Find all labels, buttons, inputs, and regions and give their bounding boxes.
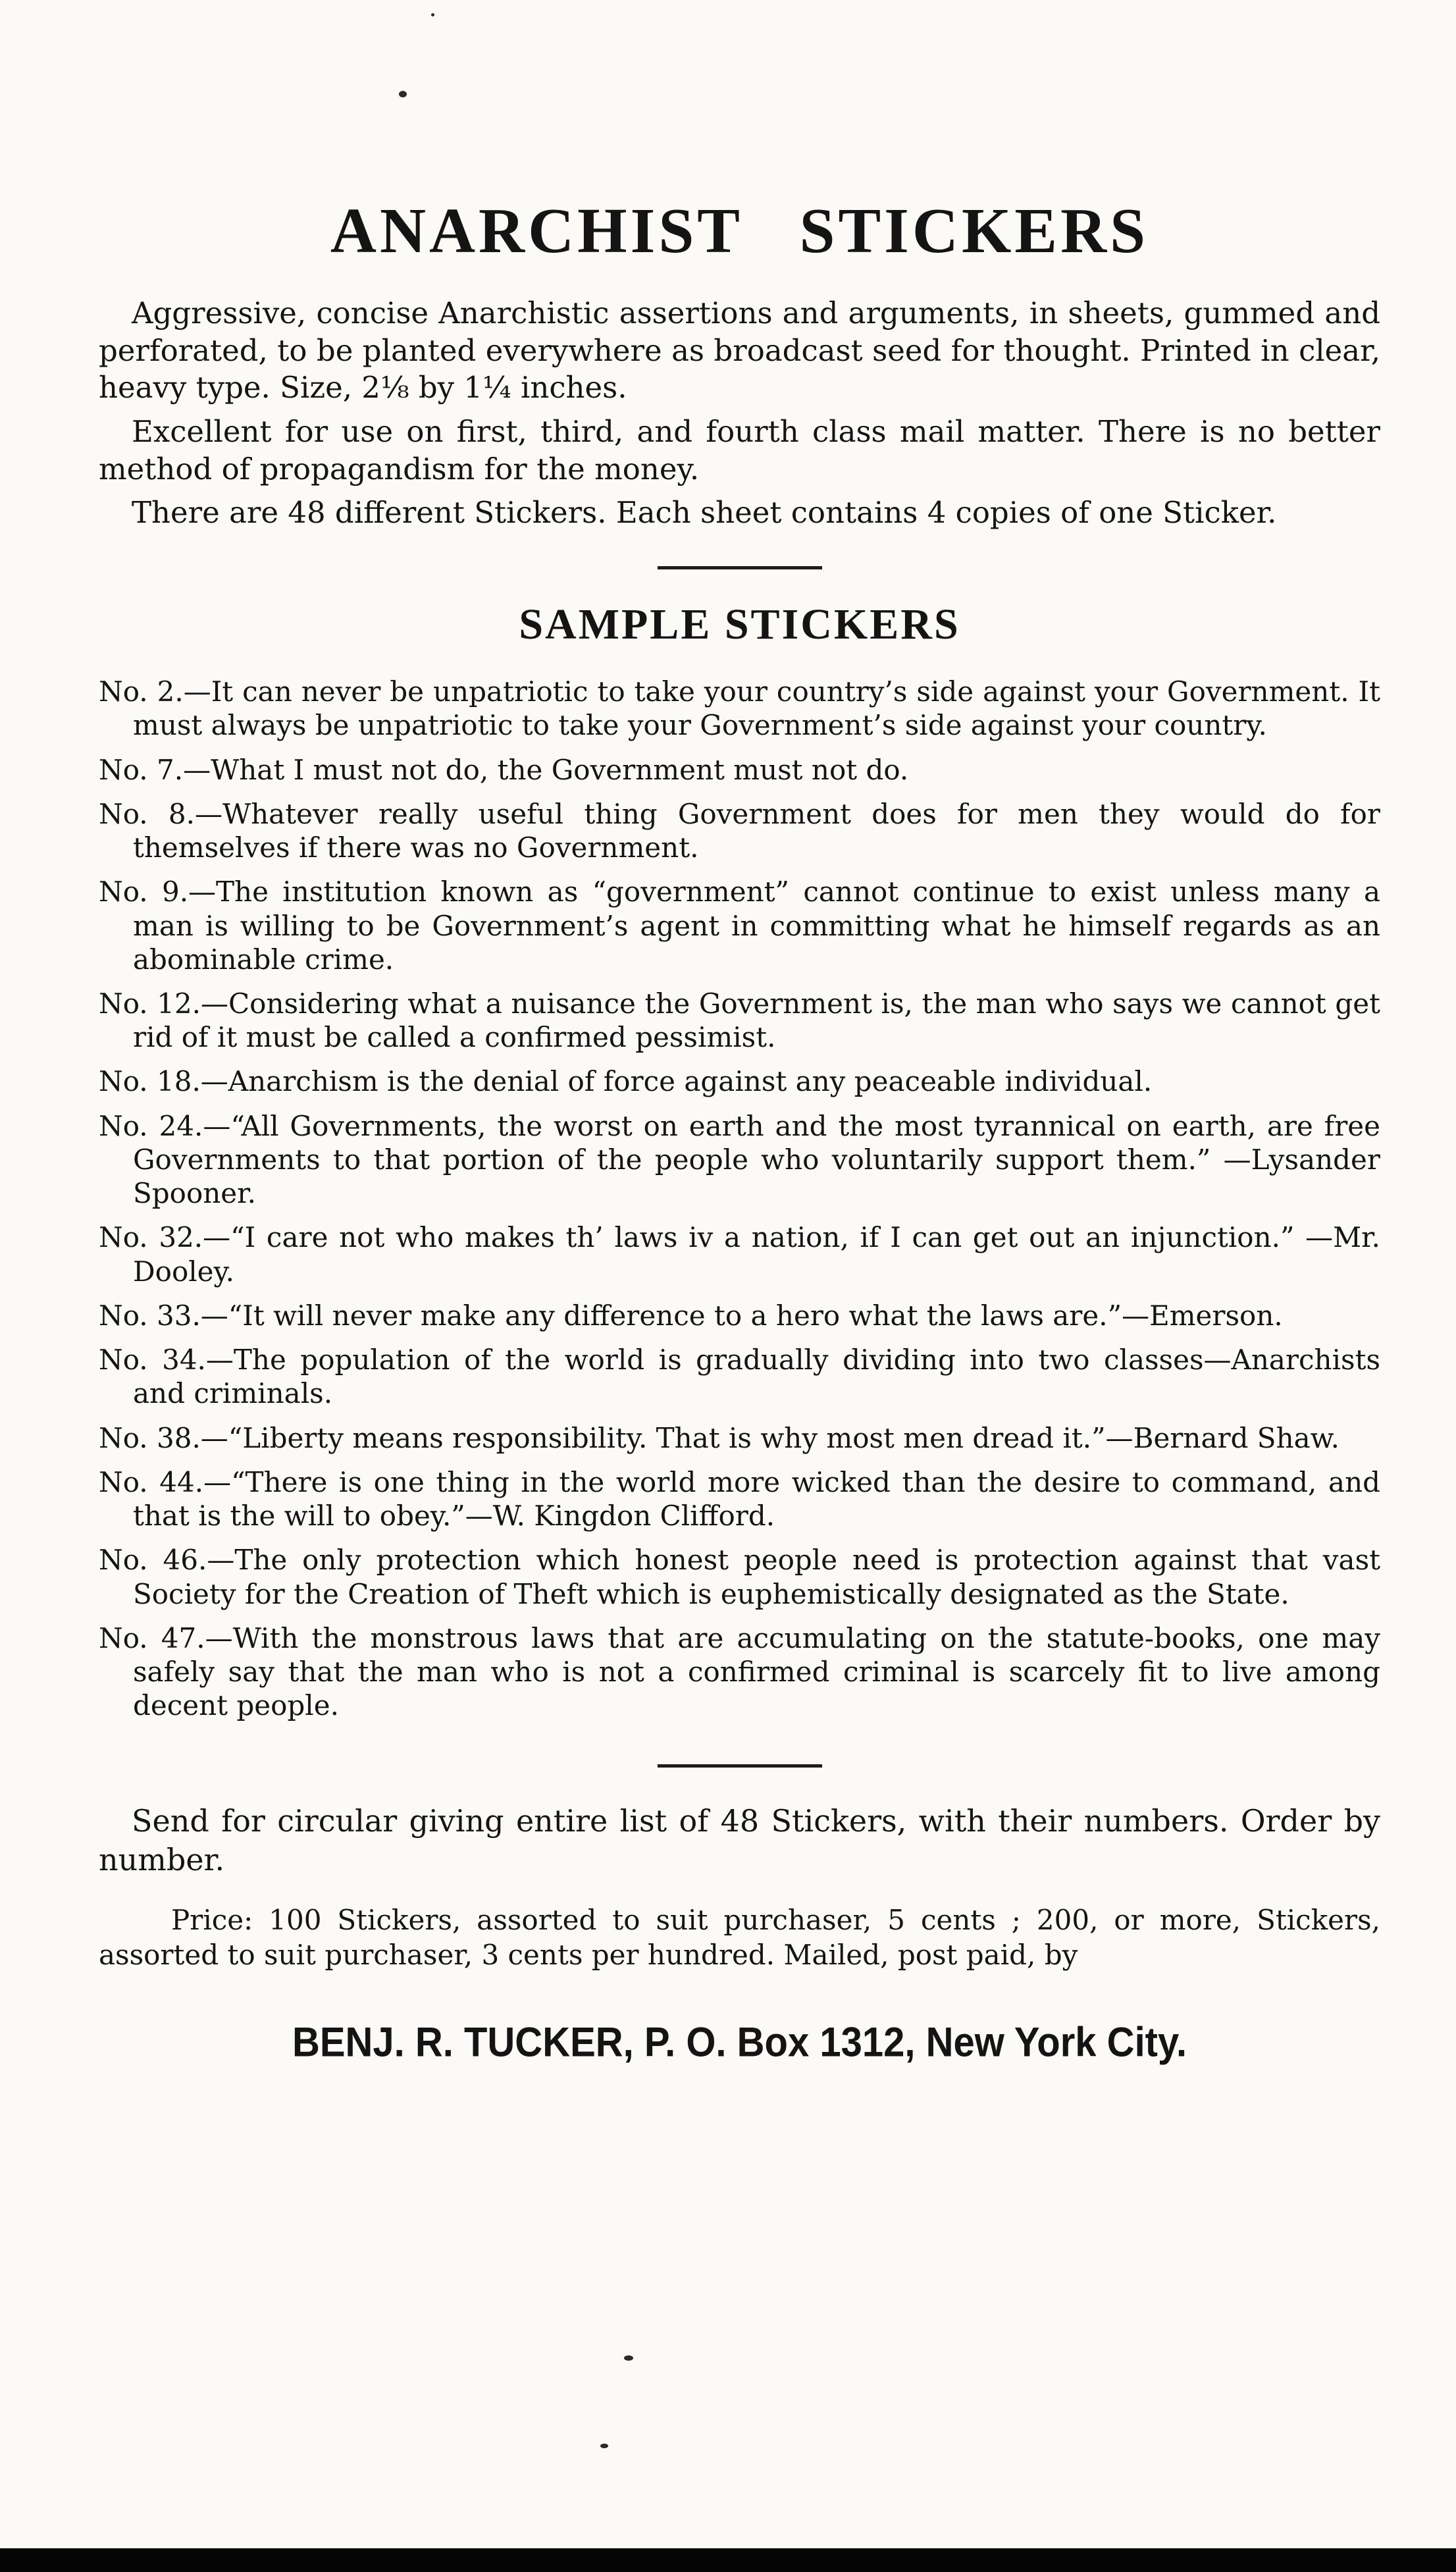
sticker-item <box>99 1621 1380 1723</box>
scan-edge-bar <box>0 2548 1456 2572</box>
intro-paragraph: There are 48 different Stickers. Each sheet contains 4 copies of one Sticker. <box>132 495 1277 531</box>
sticker-number: No. 34. <box>99 1344 206 1377</box>
sticker-number: No. 9. <box>99 876 189 908</box>
sticker-text: —The institution known as “government” cannot continue to exist unless many a man is willing to be Government’s agent in committing what he himself regards as an abominable crime. <box>133 876 1380 976</box>
scan-speck <box>624 2355 633 2361</box>
intro-paragraph: Excellent for use on first, third, and fourth class mail matter. There is no better method of propagandism for the money. <box>99 414 1380 486</box>
sticker-item <box>99 1543 1380 1610</box>
sticker-item <box>99 1109 1380 1211</box>
sticker-text: —“It will never make any difference to a hero what the laws are.”—Emerson. <box>200 1299 1283 1332</box>
scan-speck <box>399 91 407 97</box>
sticker-item <box>99 875 1380 976</box>
sticker-number: No. 18. <box>99 1065 201 1098</box>
circular-note: Send for circular giving entire list of 48 Stickers, with their numbers. Order by number. <box>99 1803 1380 1878</box>
divider <box>658 1764 822 1768</box>
intro-section <box>99 295 1380 532</box>
sticker-item <box>99 1299 1380 1332</box>
sticker-item <box>99 1465 1380 1533</box>
sticker-item <box>99 1220 1380 1288</box>
intro-paragraph: Aggressive, concise Anarchistic assertions and arguments, in sheets, gummed and perforated, to be planted everywhere as broadcast seed for thought. Printed in clear, heavy type. Size, 2⅛ by 1¼ inches. <box>99 296 1380 406</box>
sticker-text: —It can never be unpatriotic to take your country’s side against your Government. It must always be unpatriotic to take your Government’s side against your country. <box>133 675 1380 742</box>
sticker-text: —“I care not who makes th’ laws iv a nation, if I can get out an injunction.” —Mr. Dooley. <box>133 1221 1380 1288</box>
sticker-number: No. 8. <box>99 797 195 830</box>
sticker-number: No. 38. <box>99 1421 201 1454</box>
sticker-text: —Whatever really useful thing Government does for men they would do for themselves if there was no Government. <box>133 797 1380 864</box>
sticker-number: No. 7. <box>99 753 184 786</box>
sticker-text: —With the monstrous laws that are accumulating on the statute-books, one may safely say that the man who is not a confirmed criminal is scarcely fit to live among decent people. <box>133 1621 1381 1722</box>
scan-speck <box>431 13 434 16</box>
scan-speck <box>600 2444 608 2448</box>
sticker-number: No. 44. <box>99 1465 204 1498</box>
sticker-item <box>99 1343 1380 1410</box>
sticker-item <box>99 675 1380 742</box>
sticker-number: No. 2. <box>99 675 184 708</box>
sticker-text: —“All Governments, the worst on earth and the most tyrannical on earth, are free Governments to that portion of the people who voluntarily support them.” —Lysander Spooner. <box>133 1109 1380 1210</box>
sticker-number: No. 46. <box>99 1544 207 1577</box>
sticker-number: No. 33. <box>99 1299 201 1332</box>
section-heading: SAMPLE STICKERS <box>519 600 960 649</box>
publisher-imprint: BENJ. R. TUCKER, P. O. Box 1312, New York City. <box>292 2019 1187 2066</box>
page-title: ANARCHIST STICKERS <box>330 196 1149 266</box>
sticker-item <box>99 753 1380 787</box>
sticker-item <box>99 1064 1380 1098</box>
sticker-item <box>99 987 1380 1054</box>
sticker-item <box>99 797 1380 864</box>
sticker-text: —What I must not do, the Government must not do. <box>183 753 909 786</box>
sticker-text: —“There is one thing in the world more wicked than the desire to command, and that is the will to obey.”—W. Kingdon Clifford. <box>133 1465 1381 1533</box>
sticker-text: —Anarchism is the denial of force against any peaceable individual. <box>200 1065 1153 1098</box>
sticker-text: —Considering what a nuisance the Government is, the man who says we cannot get rid of it must be called a confirmed pessimist. <box>133 987 1380 1054</box>
sticker-text: —The only protection which honest people need is protection against that vast Society for the Creation of Theft which is euphemistically designated as the State. <box>133 1544 1380 1610</box>
sticker-list <box>99 675 1380 1722</box>
sticker-number: No. 12. <box>99 987 201 1020</box>
sticker-text: —The population of the world is gradually dividing into two classes—Anarchists and criminals. <box>133 1344 1381 1410</box>
price-note: Price: 100 Stickers, assorted to suit purchaser, 5 cents ; 200, or more, Stickers, assorted to suit purchaser, 3 cents per hundred. Mailed, post paid, by <box>99 1904 1380 1972</box>
sticker-number: No. 32. <box>99 1221 203 1254</box>
sticker-number: No. 47. <box>99 1621 205 1654</box>
sticker-text: —“Liberty means responsibility. That is why most men dread it.”—Bernard Shaw. <box>200 1421 1339 1454</box>
sticker-number: No. 24. <box>99 1109 203 1142</box>
sticker-item <box>99 1421 1380 1455</box>
divider <box>658 566 822 569</box>
